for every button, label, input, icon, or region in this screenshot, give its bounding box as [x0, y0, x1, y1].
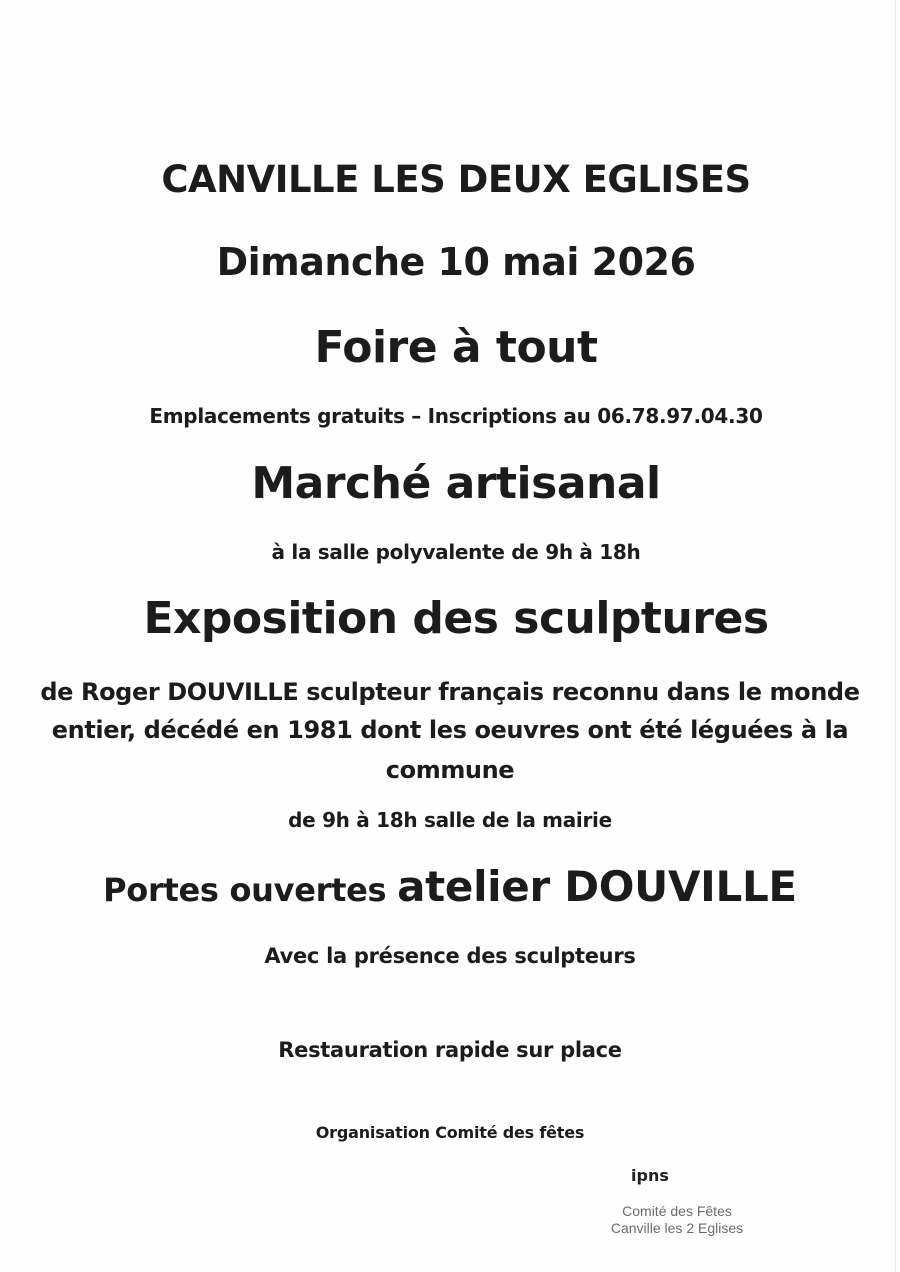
- event-date: Dimanche 10 mai 2026: [216, 240, 696, 284]
- exposition-heading: Exposition des sculptures: [143, 593, 769, 644]
- portes-ouvertes-heading: [0, 862, 900, 911]
- exposition-description-line2: entier, décédé en 1981 dont les oeuvres ont été léguées à la: [51, 716, 849, 744]
- restauration-note: Restauration rapide sur place: [278, 1038, 622, 1062]
- marche-heading: Marché artisanal: [251, 458, 661, 509]
- stamp-line2: Canville les 2 Eglises: [610, 1220, 744, 1236]
- foire-heading: Foire à tout: [314, 322, 598, 373]
- poster-title: CANVILLE LES DEUX EGLISES: [161, 158, 751, 201]
- exposition-hours: de 9h à 18h salle de la mairie: [288, 808, 612, 832]
- portes-emphasis: atelier DOUVILLE: [397, 862, 797, 911]
- exposition-description-line1: de Roger DOUVILLE sculpteur français reconnu dans le monde: [40, 678, 860, 706]
- portes-prefix: Portes ouvertes: [103, 871, 387, 909]
- exposition-description-line3: commune: [385, 756, 515, 784]
- portes-details: Avec la présence des sculpteurs: [264, 944, 636, 968]
- organisation-note: Organisation Comité des fêtes: [315, 1123, 585, 1142]
- stamp-line1: Comité des Fêtes: [622, 1203, 732, 1219]
- committee-stamp: [592, 1203, 762, 1237]
- marche-details: à la salle polyvalente de 9h à 18h: [271, 540, 641, 564]
- ipns-mention: ipns: [631, 1166, 669, 1185]
- foire-details: Emplacements gratuits – Inscriptions au 06.78.97.04.30: [149, 404, 763, 428]
